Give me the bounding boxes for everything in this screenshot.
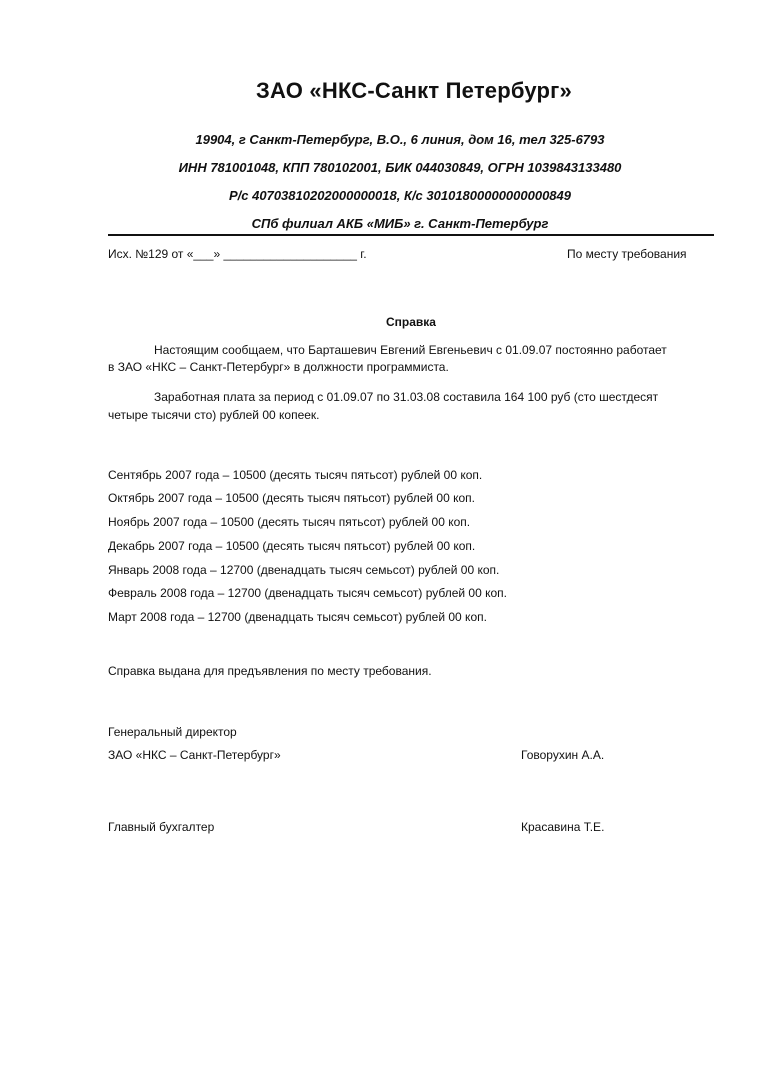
salary-paragraph-line1: Заработная плата за период с 01.09.07 по 31.03.08 составила 164 100 руб (сто шестдесят <box>154 390 659 404</box>
company-registration: ИНН 781001048, КПП 780102001, БИК 044030849, ОГРН 1039843133480 <box>178 160 622 175</box>
destination-note: По месту требования <box>567 247 687 261</box>
director-company: ЗАО «НКС – Санкт-Петербург» <box>108 748 281 762</box>
director-name: Говорухин А.А. <box>521 748 605 762</box>
salary-line-dec-2007: Декабрь 2007 года – 10500 (десять тысяч пятьсот) рублей 00 коп. <box>108 539 476 553</box>
employment-paragraph-line2: в ЗАО «НКС – Санкт-Петербург» в должности программиста. <box>108 360 449 374</box>
document-title: Справка <box>386 315 436 329</box>
salary-line-mar-2008: Март 2008 года – 12700 (двенадцать тысяч семьсот) рублей 00 коп. <box>108 610 487 624</box>
salary-paragraph-line2: четыре тысячи сто) рублей 00 копеек. <box>108 408 320 422</box>
salary-line-feb-2008: Февраль 2008 года – 12700 (двенадцать тысяч семьсот) рублей 00 коп. <box>108 586 508 600</box>
employment-paragraph-line1: Настоящим сообщаем, что Барташевич Евгений Евгеньевич с 01.09.07 постоянно работает <box>154 343 667 357</box>
outgoing-reference: Исх. №129 от «___» ____________________ г. <box>108 247 367 261</box>
header-divider <box>108 234 714 236</box>
company-bank: СПб филиал АКБ «МИБ» г. Санкт-Петербург <box>251 216 549 231</box>
salary-line-sep-2007: Сентябрь 2007 года – 10500 (десять тысяч пятьсот) рублей 00 коп. <box>108 468 483 482</box>
accountant-name: Красавина Т.Е. <box>521 820 605 834</box>
company-accounts: Р/с 40703810202000000018, К/с 30101800000000000849 <box>229 188 571 203</box>
salary-line-jan-2008: Январь 2008 года – 12700 (двенадцать тысяч семьсот) рублей 00 коп. <box>108 563 500 577</box>
accountant-title: Главный бухгалтер <box>108 820 215 834</box>
salary-line-nov-2007: Ноябрь 2007 года – 10500 (десять тысяч пятьсот) рублей 00 коп. <box>108 515 471 529</box>
salary-line-oct-2007: Октябрь 2007 года – 10500 (десять тысяч пятьсот) рублей 00 коп. <box>108 491 475 505</box>
director-title: Генеральный директор <box>108 725 237 739</box>
company-address: 19904, г Санкт-Петербург, В.О., 6 линия, дом 16, тел 325-6793 <box>195 132 605 147</box>
purpose-statement: Справка выдана для предъявления по месту требования. <box>108 664 432 678</box>
company-name: ЗАО «НКС-Санкт Петербург» <box>256 78 572 103</box>
